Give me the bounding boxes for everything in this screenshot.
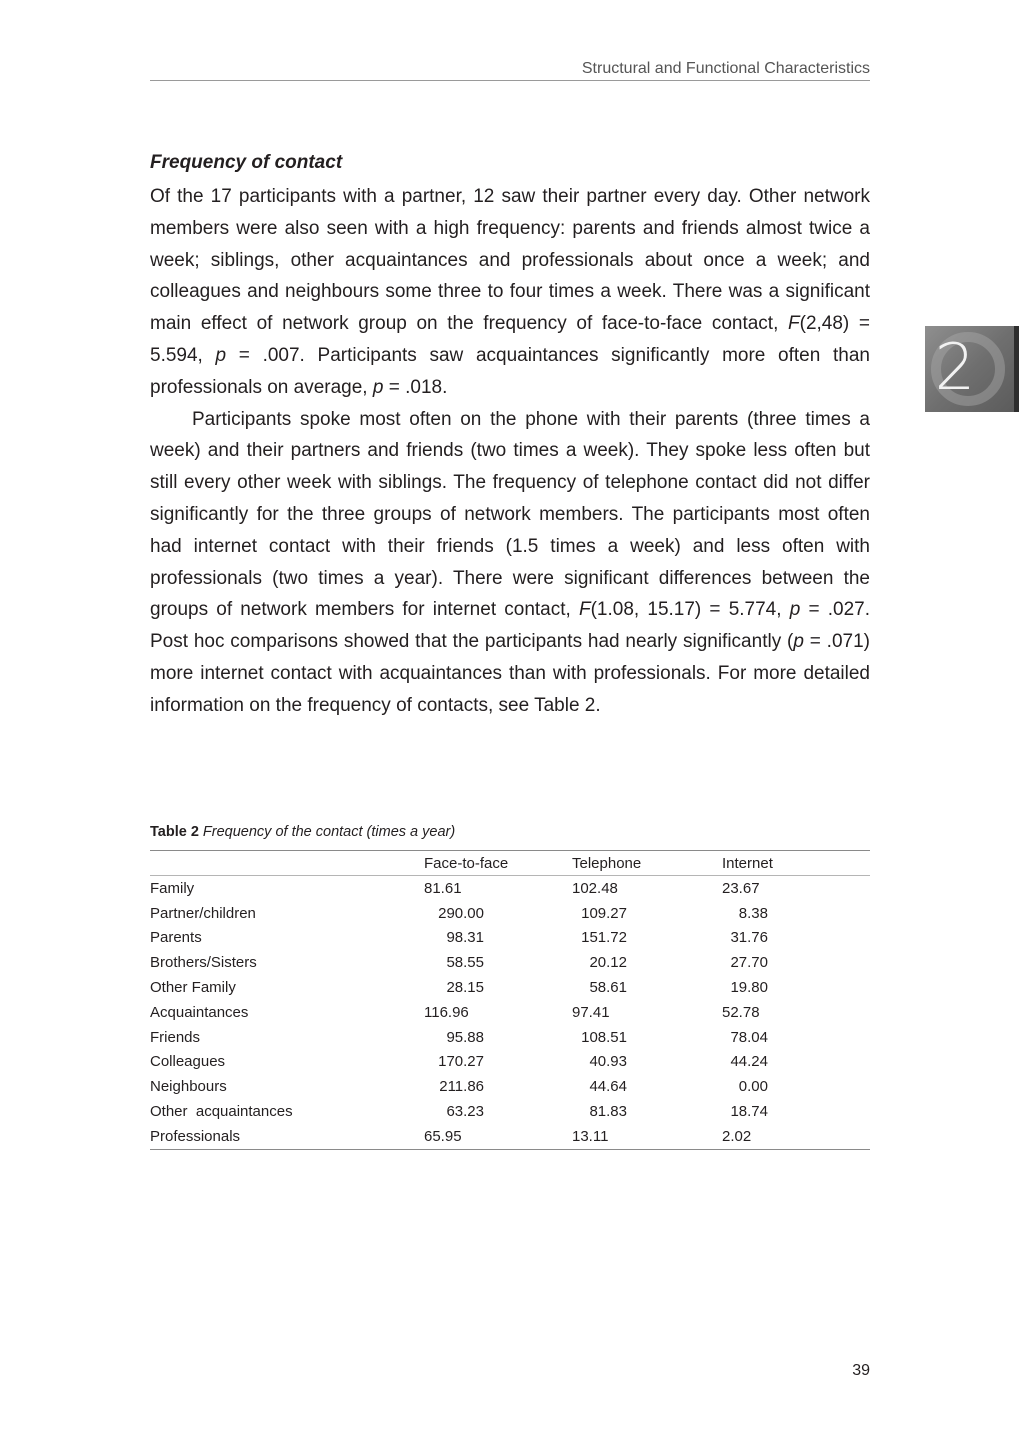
table-cell: 20.12 xyxy=(589,954,627,972)
table-cell: 23.67 xyxy=(722,879,760,897)
body-text xyxy=(150,181,870,722)
stat-symbol: F xyxy=(579,599,591,621)
text-run: = .018. xyxy=(383,376,448,398)
running-head: Structural and Functional Characteristics xyxy=(150,60,870,81)
stat-symbol: p xyxy=(793,631,804,653)
table-row xyxy=(150,950,870,975)
table-cell: 8.38 xyxy=(738,904,768,922)
text-run: = .007. Participants saw acquaintances significantly more often than professionals on average, xyxy=(150,344,870,398)
column-header: Face-to-face xyxy=(424,851,572,876)
text-run: (2,48) = 5.594, xyxy=(150,313,870,366)
table-cell: 18.74 xyxy=(730,1103,768,1121)
table-cell: 0.00 xyxy=(738,1078,768,1096)
table-title: Frequency of the contact (times a year) xyxy=(202,824,456,840)
stat-symbol: p xyxy=(789,599,801,621)
paragraph-2 xyxy=(150,404,870,722)
table-row xyxy=(150,876,870,901)
table-header-row xyxy=(150,851,870,876)
table-row xyxy=(150,1025,870,1050)
chapter-tab xyxy=(925,326,1019,412)
table-cell: 151.72 xyxy=(581,929,627,947)
stat-symbol: p xyxy=(215,344,227,366)
row-label: Neighbours xyxy=(150,1078,227,1096)
text-run: = .071) more internet contact with acquaintances than with professionals. For more detailed information on the frequency of contacts, see Table 2. xyxy=(150,631,870,716)
table-row xyxy=(150,926,870,951)
table-cell: 52.78 xyxy=(722,1003,760,1021)
table-cell: 63.23 xyxy=(446,1103,484,1121)
row-label: Family xyxy=(150,879,195,897)
row-label: Acquaintances xyxy=(150,1003,249,1021)
table-row xyxy=(150,1074,870,1099)
row-label: Colleagues xyxy=(150,1053,226,1071)
table-cell: 58.55 xyxy=(446,954,484,972)
table-cell: 31.76 xyxy=(730,929,768,947)
table-row xyxy=(150,1124,870,1149)
table-cell: 65.95 xyxy=(424,1124,572,1149)
table-cell: 97.41 xyxy=(572,1003,610,1021)
row-label: Other Family xyxy=(150,979,236,997)
chapter-number: 2 xyxy=(934,331,976,405)
table-cell: 40.93 xyxy=(589,1053,627,1071)
table-cell: 28.15 xyxy=(446,979,484,997)
table-cell: 13.11 xyxy=(572,1124,722,1149)
table-row xyxy=(150,1000,870,1025)
table-cell: 58.61 xyxy=(589,979,627,997)
table-cell: 170.27 xyxy=(438,1053,484,1071)
column-header: Telephone xyxy=(572,851,722,876)
table-cell: 109.27 xyxy=(581,904,627,922)
row-label: Parents xyxy=(150,929,202,947)
table-cell: 19.80 xyxy=(730,979,768,997)
table-caption xyxy=(150,824,455,840)
row-label: Friends xyxy=(150,1028,201,1046)
table-cell: 108.51 xyxy=(581,1028,627,1046)
page-number: 39 xyxy=(852,1362,870,1379)
table-cell: 2.02 xyxy=(722,1124,870,1149)
table-cell: 98.31 xyxy=(446,929,484,947)
table-row xyxy=(150,975,870,1000)
paragraph-1 xyxy=(150,181,870,404)
chapter-tab-edge xyxy=(1014,326,1019,412)
table-cell: 102.48 xyxy=(572,879,618,897)
table-cell: 95.88 xyxy=(446,1028,484,1046)
column-header: Internet xyxy=(722,851,870,876)
section-heading: Frequency of contact xyxy=(150,152,343,173)
row-label: Professionals xyxy=(150,1124,424,1149)
table-cell: 27.70 xyxy=(730,954,768,972)
row-label: Brothers/Sisters xyxy=(150,954,257,972)
table-cell: 116.96 xyxy=(424,1003,469,1021)
text-run: (1.08, 15.17) = 5.774, xyxy=(590,599,790,621)
table-cell: 81.61 xyxy=(424,879,462,897)
row-label: Other acquaintances xyxy=(150,1103,293,1121)
table-label: Table 2 xyxy=(150,824,199,840)
table-row xyxy=(150,1050,870,1075)
table-cell: 44.24 xyxy=(730,1053,768,1071)
frequency-table xyxy=(150,850,870,1150)
table-cell: 290.00 xyxy=(438,904,484,922)
stat-symbol: F xyxy=(788,313,800,335)
column-header xyxy=(150,851,424,876)
table-cell: 211.86 xyxy=(439,1078,484,1096)
text-run: Of the 17 participants with a partner, 12 saw their partner every day. Other network members were also seen with a high frequency: parents and friends almost twice a week; siblings, other acquaintances and professionals about once a week; and colleagues and neighbours some three to four times a week. There was a significant main effect of network group on the frequency of face-to-face contact, xyxy=(150,186,870,335)
text-run: Participants spoke most often on the phone with their parents (three times a week) and their partners and friends (two times a week). They spoke less often but still every other week with siblings. The frequency of telephone contact did not differ significantly for the three groups of network members. The participants most often had internet contact with their friends (1.5 times a week) and less often with professionals (two times a year). There were significant differences between the groups of network members for internet contact, xyxy=(150,408,870,621)
table-row xyxy=(150,901,870,926)
table-cell: 81.83 xyxy=(589,1103,627,1121)
stat-symbol: p xyxy=(372,376,384,398)
table-cell: 78.04 xyxy=(730,1028,768,1046)
row-label: Partner/children xyxy=(150,904,256,922)
table-row xyxy=(150,1099,870,1124)
text-run: = .027. Post hoc comparisons showed that the participants had nearly significantly ( xyxy=(150,599,871,653)
table-cell: 44.64 xyxy=(589,1078,627,1096)
